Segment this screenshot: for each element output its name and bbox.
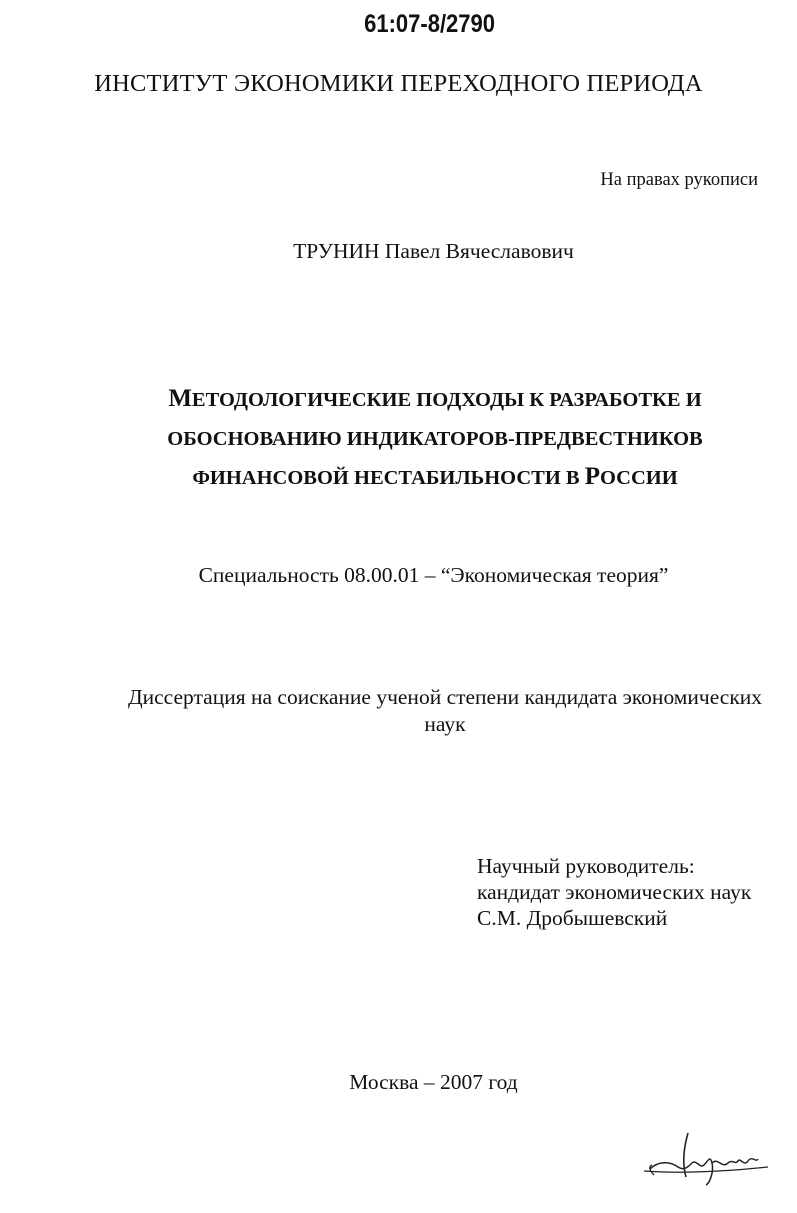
supervisor-label: Научный руководитель: [477,854,695,878]
title-line [100,458,770,497]
title-line-text: ФИНАНСОВОЙ НЕСТАБИЛЬНОСТИ В РОССИИ [192,463,678,490]
scientific-supervisor [477,853,751,931]
specialty: Специальность 08.00.01 – “Экономическая теория” [198,563,669,587]
supervisor-degree: кандидат экономических наук [477,880,752,904]
title-line [100,419,770,458]
handwritten-signature-icon [640,1125,775,1195]
institute-name: ИНСТИТУТ ЭКОНОМИКИ ПЕРЕХОДНОГО ПЕРИОДА [94,70,703,97]
author-name: ТРУНИН Павел Вячеславович [293,239,574,263]
title-line [100,380,770,419]
manuscript-rights-note: На правах рукописи [600,170,758,190]
title-line-text: МЕТОДОЛОГИЧЕСКИЕ ПОДХОДЫ К РАЗРАБОТКЕ И [168,385,702,412]
city-year: Москва – 2007 год [349,1070,518,1094]
degree-line: наук [424,712,466,736]
title-line-text: ОБОСНОВАНИЮ ИНДИКАТОРОВ-ПРЕДВЕСТНИКОВ [167,428,703,450]
supervisor-name: С.М. Дробышевский [477,906,668,930]
degree-statement [100,684,790,738]
dissertation-title [100,380,770,497]
degree-line: Диссертация на соискание ученой степени кандидата экономических [127,685,763,709]
catalog-number: 61:07-8/2790 [364,10,495,38]
